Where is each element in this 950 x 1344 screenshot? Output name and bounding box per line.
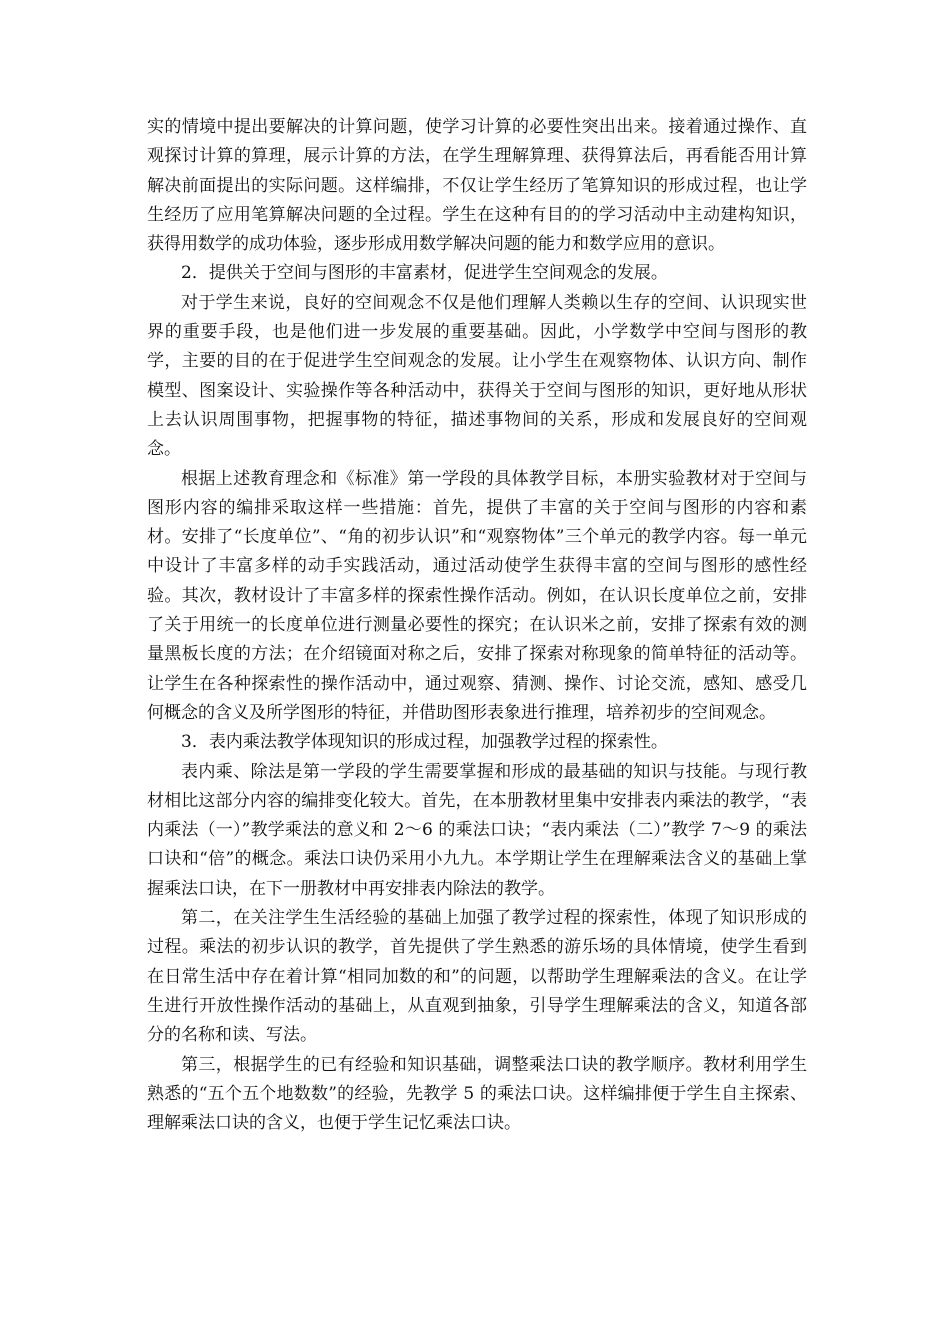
section-heading-3: 3．表内乘法教学体现知识的形成过程，加强教学过程的探索性。 [181,732,668,753]
paragraph: 对于学生来说，良好的空间观念不仅是他们理解人类赖以生存的空间、认识现实世界的重要手段，也是他们进一步发展的重要基础。因此，小学数学中空间与图形的教学，主要的目的在于促进学生空间观念的发展。让小学生在观察物体、认识方向、制作模型、图案设计、实验操作等各种活动中，获得关于空间与图形的知识，更好地从形状上去认识周围事物，把握事物的特征，描述事物间的关系，形成和发展良好的空间观念。 [147,292,807,460]
paragraph-continuation: 实的情境中提出要解决的计算问题，使学习计算的必要性突出出来。接着通过操作、直观探讨计算的算理，展示计算的方法，在学生理解算理、获得算法后，再看能否用计算解决前面提出的实际问题。这样编排，不仅让学生经历了笔算知识的形成过程，也让学生经历了应用笔算解决问题的全过程。学生在这种有目的的学习活动中主动建构知识，获得用数学的成功体验，逐步形成用数学解决问题的能力和数学应用的意识。 [147,117,807,255]
paragraph: 第二，在关注学生生活经验的基础上加强了教学过程的探索性，体现了知识形成的过程。乘法的初步认识的教学，首先提供了学生熟悉的游乐场的具体情境，使学生看到在日常生活中存在着计算“相同加数的和”的问题，以帮助学生理解乘法的含义。在让学生进行开放性操作活动的基础上，从直观到抽象，引导学生理解乘法的含义，知道各部分的名称和读、写法。 [147,908,807,1046]
document-body [147,113,807,1138]
paragraph: 表内乘、除法是第一学段的学生需要掌握和形成的最基础的知识与技能。与现行教材相比这部分内容的编排变化较大。首先，在本册教材里集中安排表内乘法的教学，“表内乘法（一）”教学乘法的意义和 2～6 的乘法口诀；“表内乘法（二）”教学 7～9 的乘法口诀和“倍”的概念。乘法口诀仍采用小九九。本学期让学生在理解乘法含义的基础上掌握乘法口诀，在下一册教材中再安排表内除法的教学。 [147,761,807,899]
paragraph: 第三，根据学生的已有经验和知识基础，调整乘法口诀的教学顺序。教材利用学生熟悉的“五个五个地数数”的经验，先教学 5 的乘法口诀。这样编排便于学生自主探索、理解乘法口诀的含义，也便于学生记忆乘法口诀。 [147,1054,807,1134]
section-heading-2: 2．提供关于空间与图形的丰富素材，促进学生空间观念的发展。 [181,263,668,284]
paragraph: 根据上述教育理念和《标准》第一学段的具体教学目标，本册实验教材对于空间与图形内容的编排采取这样一些措施：首先，提供了丰富的关于空间与图形的内容和素材。安排了“长度单位”、“角的初步认识”和“观察物体”三个单元的教学内容。每一单元中设计了丰富多样的动手实践活动，通过活动使学生获得丰富的空间与图形的感性经验。其次，教材设计了丰富多样的探索性操作活动。例如，在认识长度单位之前，安排了关于用统一的长度单位进行测量必要性的探究；在认识米之前，安排了探索有效的测量黑板长度的方法；在介绍镜面对称之后，安排了探索对称现象的简单特征的活动等。让学生在各种探索性的操作活动中，通过观察、猜测、操作、讨论交流，感知、感受几何概念的含义及所学图形的特征，并借助图形表象进行推理，培养初步的空间观念。 [147,468,807,723]
